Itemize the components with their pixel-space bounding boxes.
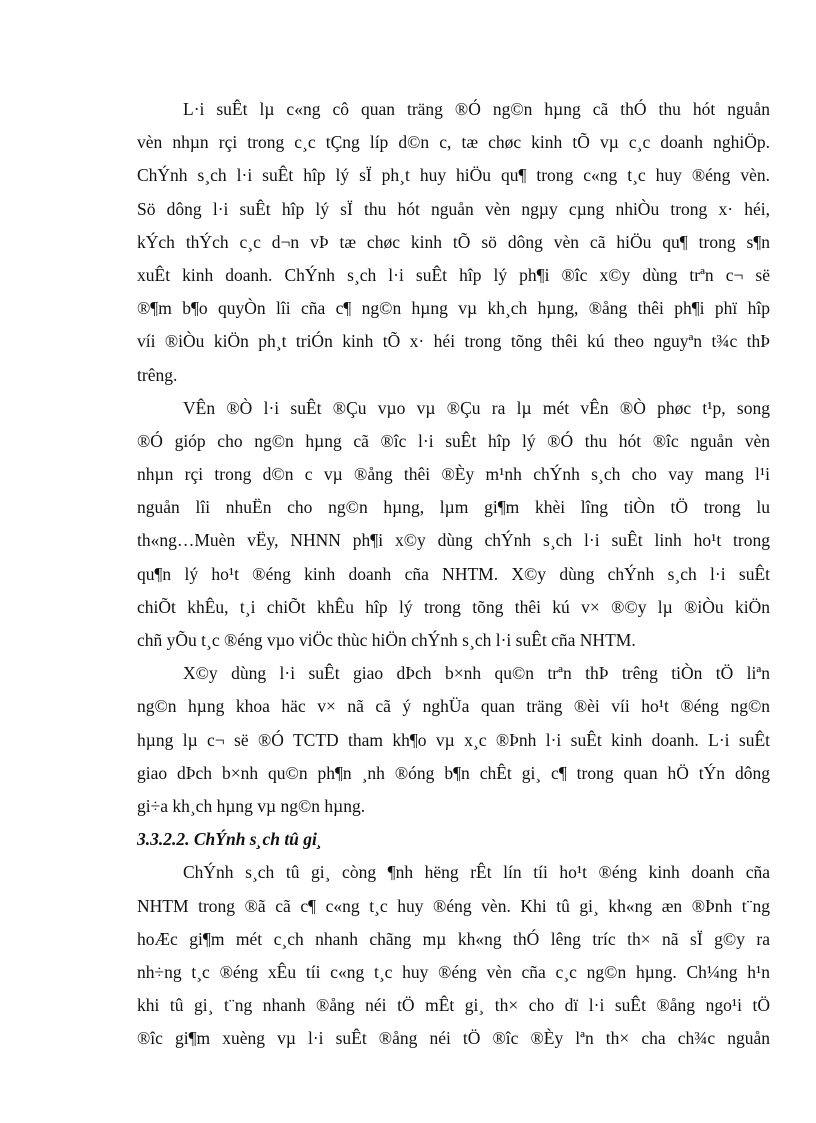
paragraph-input-output-rates <box>137 392 770 658</box>
document-body <box>137 93 770 1055</box>
paragraph-line: VÊn ®Ò l·i suÊt ®Çu vµo vµ ®Çu ra lµ mét vÊn ®Ò phøc t¹p, song <box>183 397 770 418</box>
paragraph-line: X©y dùng l·i suÊt giao dÞch b×nh qu©n trªn thÞ trêng tiÒn tÖ liªn <box>183 663 770 684</box>
paragraph-line: ng©n hµng khoa häc v× nã cã ý nghÜa quan träng ®èi víi ho¹t ®éng ng©n <box>137 696 770 717</box>
paragraph-line: nguån lîi nhuËn cho ng©n hµng, lµm gi¶m khèi lîng tiÒn tÖ trong lu <box>137 497 770 518</box>
paragraph-line: kÝch thÝch c¸c d¬n vÞ tæ chøc kinh tÕ sö dông vèn cã hiÖu qu¶ trong s¶n <box>137 231 770 252</box>
paragraph-line: trêng. <box>137 364 178 385</box>
paragraph-line: ®îc gi¶m xuèng vµ l·i suÊt ®ång néi tÖ ®îc ®Èy lªn th× cha ch¾c nguån <box>137 1028 770 1049</box>
paragraph-line: L·i suÊt lµ c«ng cô quan träng ®Ó ng©n hµng cã thÓ thu hót nguån <box>183 99 770 119</box>
paragraph-line: víi ®iÒu kiÖn ph¸t triÓn kinh tÕ x· héi trong tõng thêi kú theo nguyªn t¾c thÞ <box>137 331 770 352</box>
paragraph-line: hµng lµ c¬ së ®Ó TCTD tham kh¶o vµ x¸c ®Þnh l·i suÊt kinh doanh. L·i suÊt <box>137 729 770 750</box>
paragraph-line: qu¶n lý ho¹t ®éng kinh doanh cña NHTM. X©y dùng chÝnh s¸ch l·i suÊt <box>137 563 770 584</box>
paragraph-interest-rate-tool <box>137 93 770 392</box>
paragraph-line: ChÝnh s¸ch l·i suÊt hîp lý sÏ ph¸t huy hiÖu qu¶ trong c«ng t¸c huy ®éng vèn. <box>137 165 770 186</box>
paragraph-line: ®Ó gióp cho ng©n hµng cã ®îc l·i suÊt hîp lý ®Ó thu hót ®îc nguån vèn <box>137 430 770 451</box>
paragraph-line: chiÕt khÊu, t¸i chiÕt khÊu hîp lý trong tõng thêi kú v× ®©y lµ ®iÒu kiÖn <box>137 596 770 617</box>
paragraph-line: Sö dông l·i suÊt hîp lý sÏ thu hót nguån vèn ngµy cµng nhiÒu trong x· héi, <box>137 198 770 219</box>
paragraph-line: ®¶m b¶o quyÒn lîi cña c¶ ng©n hµng vµ kh¸ch hµng, ®ång thêi ph¶i phï hîp <box>137 298 770 319</box>
paragraph-line: th«ng…Muèn vËy, NHNN ph¶i x©y dùng chÝnh s¸ch l·i suÊt linh ho¹t trong <box>137 530 770 551</box>
paragraph-line: nhµn rçi trong d©n c vµ ®ång thêi ®Èy m¹nh chÝnh s¸ch cho vay mang l¹i <box>137 464 770 485</box>
paragraph-line: nh÷ng t¸c ®éng xÊu tíi c«ng t¸c huy ®éng vèn cña c¸c ng©n hµng. Ch¼ng h¹n <box>137 961 770 982</box>
paragraph-line: khi tû gi¸ t¨ng nhanh ®ång néi tÖ mÊt gi¸ th× cho dï l·i suÊt ®ång ngo¹i tÖ <box>137 995 770 1016</box>
paragraph-line: ChÝnh s¸ch tû gi¸ còng ¶nh hëng rÊt lín tíi ho¹t ®éng kinh doanh cña <box>183 862 770 883</box>
paragraph-line: giao dÞch b×nh qu©n ph¶n ¸nh ®óng b¶n chÊt gi¸ c¶ trong quan hÖ tÝn dông <box>137 762 770 783</box>
paragraph-line: xuÊt kinh doanh. ChÝnh s¸ch l·i suÊt hîp lý ph¶i ®îc x©y dùng trªn c¬ së <box>137 264 770 285</box>
paragraph-exchange-rate-policy <box>137 856 770 1055</box>
paragraph-line: gi÷a kh¸ch hµng vµ ng©n hµng. <box>137 795 366 816</box>
section-heading: 3.3.2.2. ChÝnh s¸ch tû gi¸ <box>137 829 323 850</box>
paragraph-line: chñ yÕu t¸c ®éng vµo viÖc thùc hiÖn chÝnh s¸ch l·i suÊt cña NHTM. <box>137 630 636 650</box>
paragraph-line: hoÆc gi¶m mét c¸ch nhanh chãng mµ kh«ng thÓ lêng tríc th× nã sÏ g©y ra <box>137 928 770 949</box>
paragraph-interbank-rate <box>137 657 770 823</box>
paragraph-line: vèn nhµn rçi trong c¸c tÇng líp d©n c, tæ chøc kinh tÕ vµ c¸c doanh nghiÖp. <box>137 132 770 153</box>
paragraph-line: NHTM trong ®ã cã c¶ c«ng t¸c huy ®éng vèn. Khi tû gi¸ kh«ng æn ®Þnh t¨ng <box>137 895 770 916</box>
